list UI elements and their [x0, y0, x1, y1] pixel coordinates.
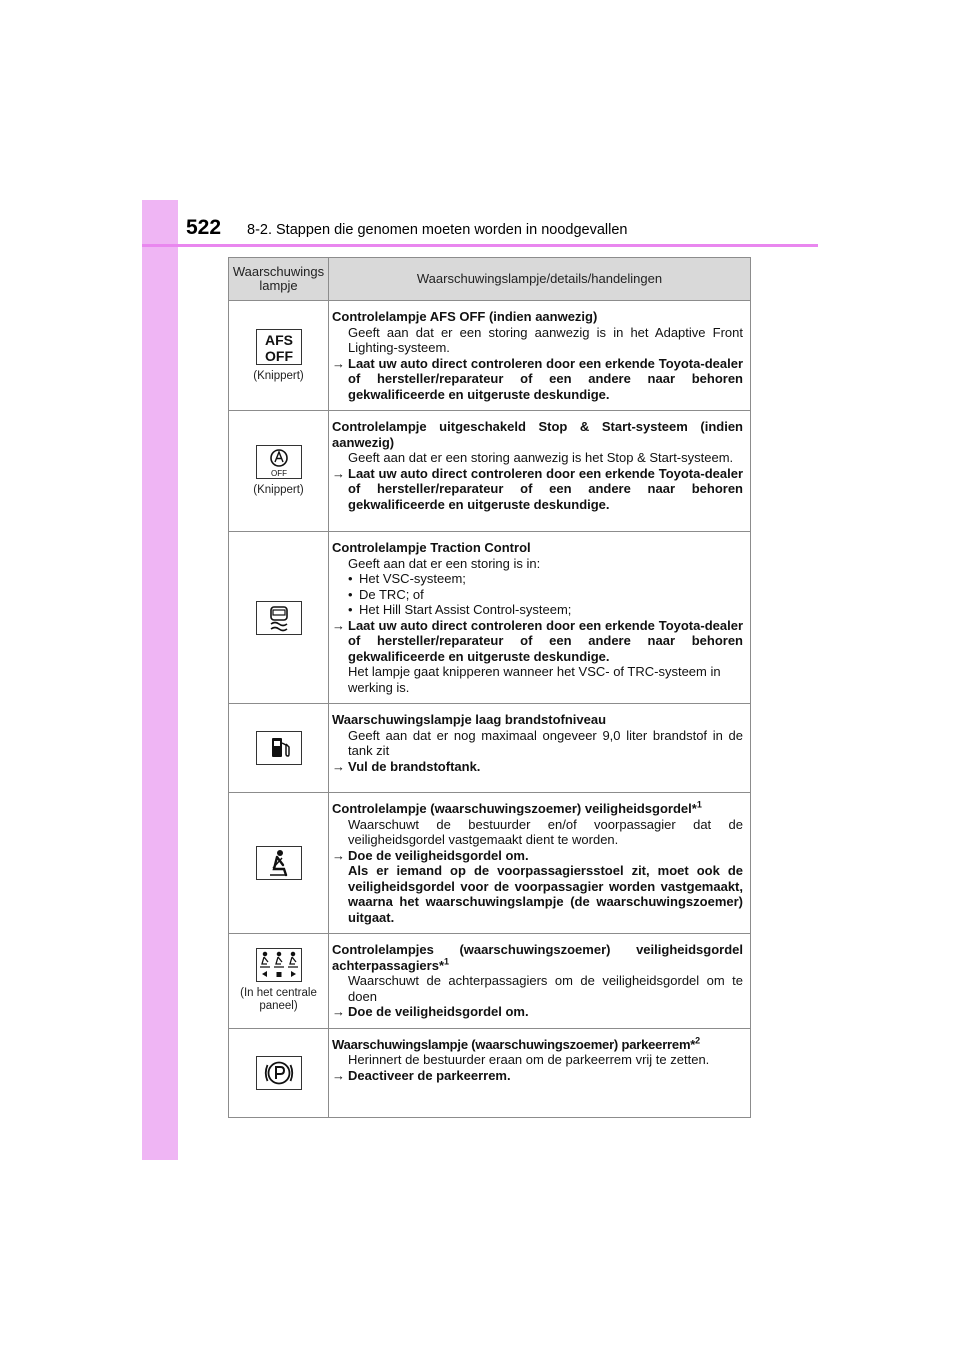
entry-action: → Laat uw auto direct controleren door een erkende Toyota-dealer of hersteller/reparateur of een andere naar behoren gekwalificeerde en uitgeruste deskundige.	[332, 617, 743, 664]
arrow-icon: →	[332, 465, 345, 481]
arrow-icon: →	[332, 1004, 345, 1019]
entry-action-note: Als er iemand op de voorpassagiersstoel zit, moet ook de veiligheidsgordel voor de voorpassagier worden vastgemaakt, waarna het waarschuwingslampje (de waarschuwingszoemer) uitgaat.	[348, 863, 743, 925]
details-cell	[329, 934, 751, 1029]
details-cell	[329, 411, 751, 532]
entry-action: → Laat uw auto direct controleren door een erkende Toyota-dealer of hersteller/reparateur of een andere naar behoren gekwalificeerde en uitgeruste deskundige.	[332, 355, 743, 402]
icon-cell	[229, 934, 329, 1029]
entry-description: Geeft aan dat er nog maximaal ongeveer 9,0 liter brandstof in de tank zit	[348, 727, 743, 758]
entry-title: Controlelampje uitgeschakeld Stop & Start-systeem (indien aanwezig)	[332, 419, 743, 450]
rear-seatbelts-icon	[256, 948, 302, 982]
icon-cell	[229, 793, 329, 934]
entry-action: → Doe de veiligheidsgordel om.	[332, 847, 529, 863]
details-cell	[329, 1028, 751, 1117]
afs-off-icon	[256, 329, 302, 365]
arrow-icon: →	[332, 758, 345, 774]
chapter-tab-bar	[142, 200, 178, 1160]
icon-cell	[229, 704, 329, 793]
footnote-ref: 1	[696, 799, 702, 810]
icon-caption: (In het centrale paneel)	[240, 987, 317, 1013]
header-rule	[142, 244, 818, 247]
arrow-icon: →	[332, 847, 345, 863]
column-header-light: Waarschuwings lampje	[229, 258, 329, 301]
entry-action: → Deactiveer de parkeerrem.	[332, 1067, 511, 1083]
table-row	[229, 704, 751, 793]
warning-lights-table	[228, 257, 751, 1118]
table-row	[229, 793, 751, 934]
entry-title: Waarschuwingslampje laag brandstofniveau	[332, 712, 607, 727]
page-number: 522	[186, 216, 222, 239]
entry-title: Controlelampje (waarschuwingszoemer) veiligheidsgordel*$^1$	[332, 799, 702, 816]
entry-title: Controlelampjes (waarschuwingszoemer) veiligheidsgordel achterpassagiers*$^1$	[332, 942, 743, 973]
details-cell	[329, 301, 751, 411]
list-item: • De TRC; of	[348, 586, 424, 602]
table-row	[229, 411, 751, 532]
icon-caption: (Knippert)	[253, 484, 304, 496]
off-text: OFF	[264, 347, 293, 364]
seatbelt-icon	[256, 846, 302, 880]
entry-description: Herinnert de bestuurder eraan om de parkeerrem vrij te zetten.	[348, 1052, 710, 1067]
arrow-icon: →	[332, 617, 345, 633]
icon-cell	[229, 532, 329, 704]
entry-action: → Laat uw auto direct controleren door een erkende Toyota-dealer of hersteller/reparateur of een andere naar behoren gekwalificeerde en uitgeruste deskundige.	[332, 465, 743, 512]
off-text: OFF	[270, 469, 287, 478]
table-row	[229, 1028, 751, 1117]
traction-control-icon	[256, 601, 302, 635]
afs-text: AFS	[264, 331, 293, 348]
entry-description: Waarschuwt de bestuurder en/of voorpassagier dat de veiligheidsgordel vastgemaakt dient te worden.	[348, 816, 743, 847]
entry-title: Controlelampje AFS OFF (indien aanwezig)	[332, 309, 598, 324]
arrow-icon: →	[332, 355, 345, 371]
entry-description: Waarschuwt de achterpassagiers om de veiligheidsgordel om te doen	[348, 973, 743, 1004]
stop-start-off-icon	[256, 445, 302, 479]
table-row	[229, 532, 751, 704]
entry-note: Het lampje gaat knipperen wanneer het VSC- of TRC-systeem in werking is.	[348, 664, 721, 695]
section-title: 8-2. Stappen die genomen moeten worden in noodgevallen	[247, 222, 628, 238]
footnote-ref: 1	[444, 956, 450, 967]
details-cell	[329, 704, 751, 793]
entry-action: → Vul de brandstoftank.	[332, 758, 481, 774]
arrow-icon: →	[332, 1067, 345, 1083]
icon-caption: (Knippert)	[253, 369, 304, 382]
icon-cell	[229, 301, 329, 411]
footnote-ref: 2	[695, 1035, 700, 1046]
details-cell	[329, 532, 751, 704]
entry-description: Geeft aan dat er een storing aanwezig is het Stop & Start-systeem.	[348, 450, 734, 465]
fuel-pump-icon	[256, 731, 302, 765]
table-header-row	[229, 258, 751, 301]
entry-action: → Doe de veiligheidsgordel om.	[332, 1004, 529, 1019]
entry-title: Controlelampje Traction Control	[332, 540, 531, 555]
parking-brake-icon	[256, 1056, 302, 1090]
list-item: • Het Hill Start Assist Control-systeem;	[348, 602, 572, 617]
entry-description: Geeft aan dat er een storing is in:	[348, 555, 541, 571]
entry-title: Waarschuwingslampje (waarschuwingszoemer) parkeerrem*$^2$	[332, 1035, 700, 1052]
entry-description: Geeft aan dat er een storing aanwezig is in het Adaptive Front Lighting-systeem.	[348, 324, 743, 355]
list-item: • Het VSC-systeem;	[348, 571, 466, 586]
icon-cell	[229, 411, 329, 532]
table-row	[229, 301, 751, 411]
column-header-details: Waarschuwingslampje/details/handelingen	[329, 258, 751, 301]
icon-cell	[229, 1028, 329, 1117]
table-row	[229, 934, 751, 1029]
details-cell	[329, 793, 751, 934]
